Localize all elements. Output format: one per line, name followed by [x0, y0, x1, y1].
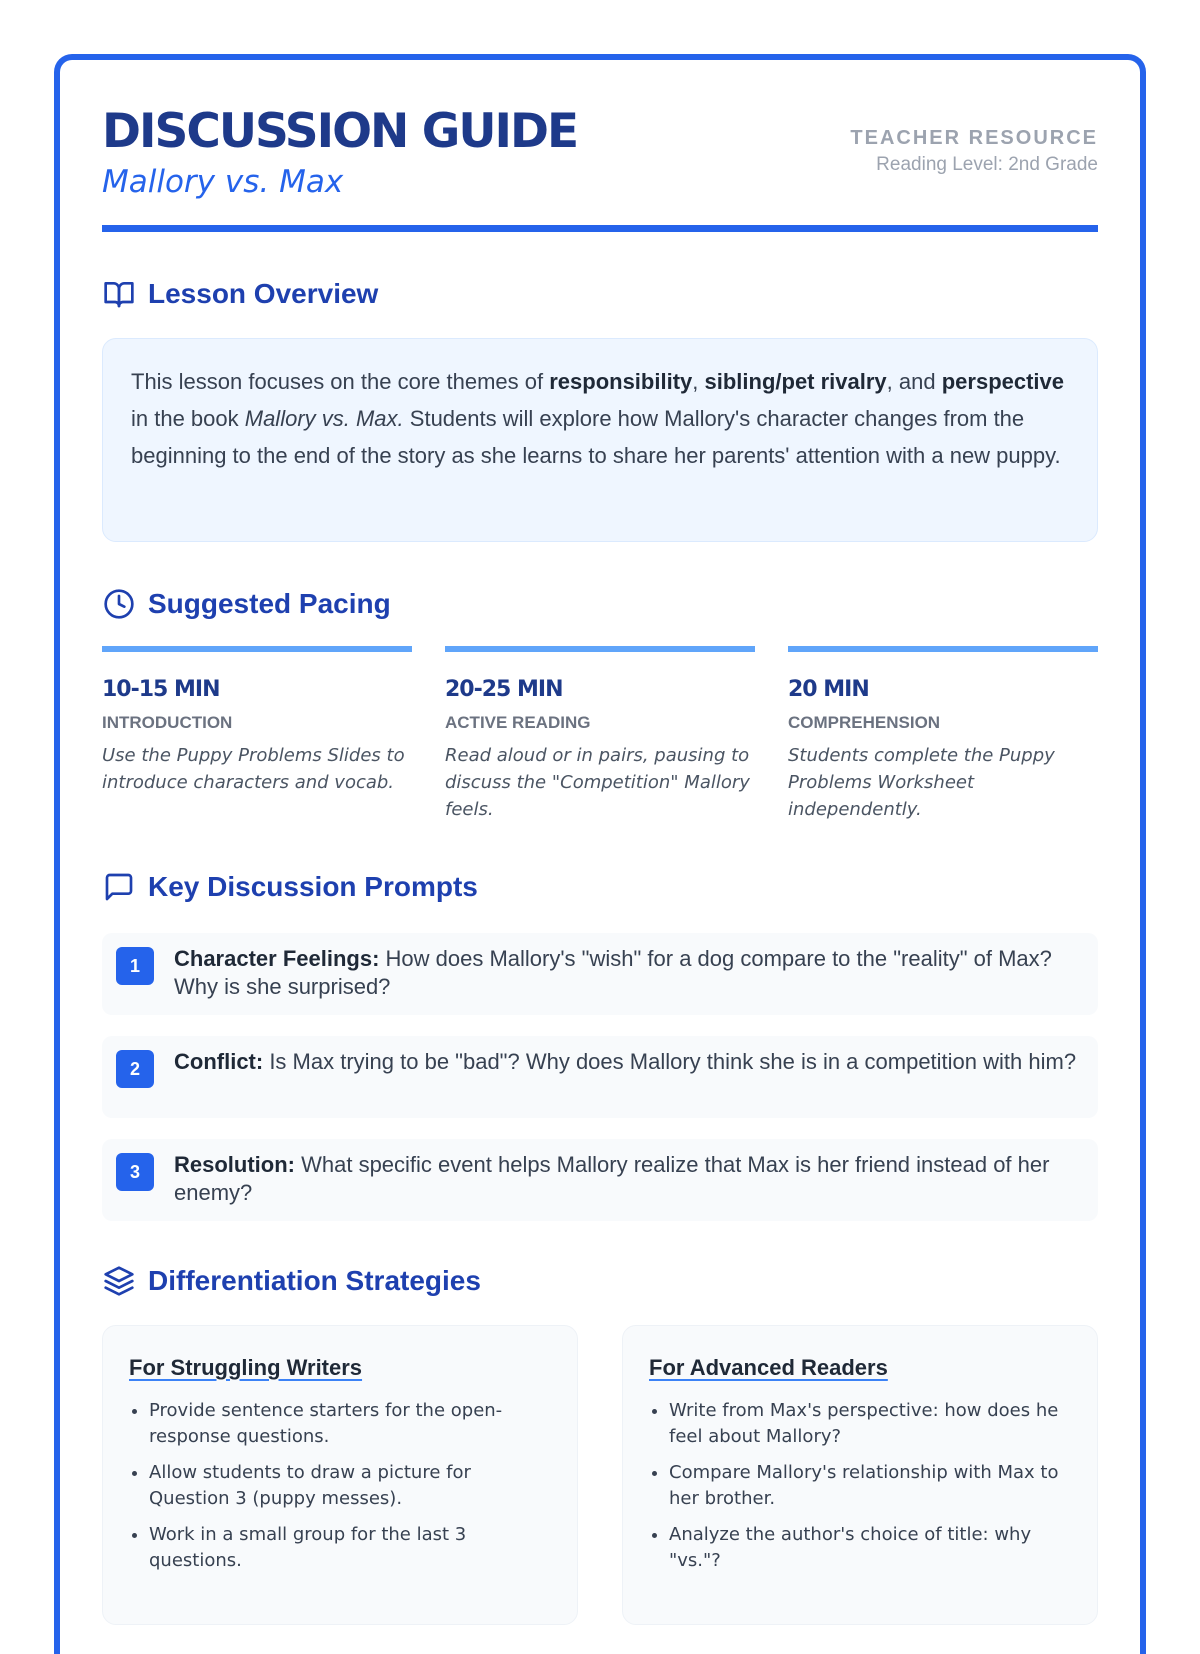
section-heading-differentiation	[102, 1261, 1098, 1301]
prompt-title: Character Feelings:	[174, 946, 380, 971]
strategy-list	[129, 1398, 551, 1574]
pacing-step	[788, 646, 1098, 823]
book-title: Mallory vs. Max	[102, 164, 344, 200]
pacing-step	[445, 646, 755, 823]
pacing-description: Students complete the Puppy Problems Worksheet independently.	[788, 745, 1055, 820]
clock-icon	[102, 587, 136, 621]
list-item: • Analyze the author's choice of title: why "vs."?	[669, 1522, 1071, 1574]
discussion-prompt	[102, 933, 1098, 1015]
overview-keyword: responsibility	[549, 369, 693, 394]
pacing-step	[102, 646, 412, 823]
pacing-description: Read aloud or in pairs, pausing to discuss the "Competition" Mallory feels.	[445, 745, 750, 820]
strategy-card-title: For Struggling Writers	[129, 1355, 363, 1380]
list-item: • Compare Mallory's relationship with Max to her brother.	[669, 1460, 1071, 1512]
overview-keyword: perspective	[941, 369, 1065, 394]
list-item: • Allow students to draw a picture for Question 3 (puppy messes).	[149, 1460, 551, 1512]
layers-icon	[102, 1264, 136, 1298]
section-title: Lesson Overview	[148, 278, 379, 309]
discussion-guide-page	[54, 54, 1146, 1654]
list-item: • Provide sentence starters for the open-response questions.	[149, 1398, 551, 1450]
overview-text: This lesson focuses on the core themes of	[131, 369, 550, 394]
prompt-text: What specific event helps Mallory realize that Max is her friend instead of her enemy?	[174, 1152, 1050, 1205]
prompt-text: How does Mallory's "wish" for a dog compare to the "reality" of Max? Why is she surprised?	[174, 946, 1052, 999]
prompt-text: Is Max trying to be "bad"? Why does Mallory think she is in a competition with him?	[263, 1049, 1077, 1074]
discussion-prompt	[102, 1036, 1098, 1118]
prompt-list	[102, 933, 1098, 1221]
section-heading-prompts	[102, 867, 1098, 907]
pacing-label: ACTIVE READING	[445, 713, 591, 732]
book-open-icon	[102, 277, 136, 311]
list-item: • Write from Max's perspective: how does he feel about Mallory?	[669, 1398, 1071, 1450]
strategy-list	[649, 1398, 1071, 1574]
header	[102, 104, 1098, 232]
differentiation-grid	[102, 1325, 1098, 1625]
overview-box	[102, 338, 1098, 542]
strategy-card-title: For Advanced Readers	[649, 1355, 888, 1380]
prompt-number-badge: 1	[116, 947, 154, 985]
section-title: Suggested Pacing	[148, 588, 391, 619]
pacing-description: Use the Puppy Problems Slides to introduce characters and vocab.	[102, 745, 405, 793]
prompt-number-badge: 2	[116, 1050, 154, 1088]
prompt-number-badge: 3	[116, 1153, 154, 1191]
strategy-card-struggling	[102, 1325, 578, 1625]
overview-text: Students will explore how Mallory's character changes from the beginning to the end of the story as she learns to share her parents' attention with a new puppy.	[131, 406, 1061, 468]
section-heading-overview	[102, 274, 1098, 314]
overview-keyword: sibling/pet rivalry	[704, 369, 887, 394]
section-title: Key Discussion Prompts	[148, 871, 478, 902]
pacing-label: INTRODUCTION	[102, 713, 233, 732]
reading-level: Reading Level: 2nd Grade	[876, 154, 1098, 175]
pacing-time: 20 MIN	[788, 677, 869, 702]
pacing-time: 10-15 MIN	[102, 677, 220, 702]
list-item: • Work in a small group for the last 3 questions.	[149, 1522, 551, 1574]
resource-label: TEACHER RESOURCE	[850, 127, 1098, 149]
prompt-title: Resolution:	[174, 1152, 295, 1177]
header-title-block	[102, 104, 577, 202]
discussion-prompt	[102, 1139, 1098, 1221]
header-meta	[850, 124, 1098, 178]
prompt-title: Conflict:	[174, 1049, 264, 1074]
pacing-grid	[102, 646, 1098, 823]
overview-text: , and	[886, 369, 942, 394]
strategy-card-advanced	[622, 1325, 1098, 1625]
pacing-time: 20-25 MIN	[445, 677, 563, 702]
message-square-icon	[102, 870, 136, 904]
pacing-label: COMPREHENSION	[788, 713, 941, 732]
page-title: DISCUSSION GUIDE	[102, 104, 578, 159]
section-heading-pacing	[102, 584, 1098, 624]
section-title: Differentiation Strategies	[148, 1265, 481, 1296]
overview-text: in the book	[131, 406, 245, 431]
overview-text: ,	[692, 369, 705, 394]
overview-book-title: Mallory vs. Max.	[244, 406, 404, 431]
